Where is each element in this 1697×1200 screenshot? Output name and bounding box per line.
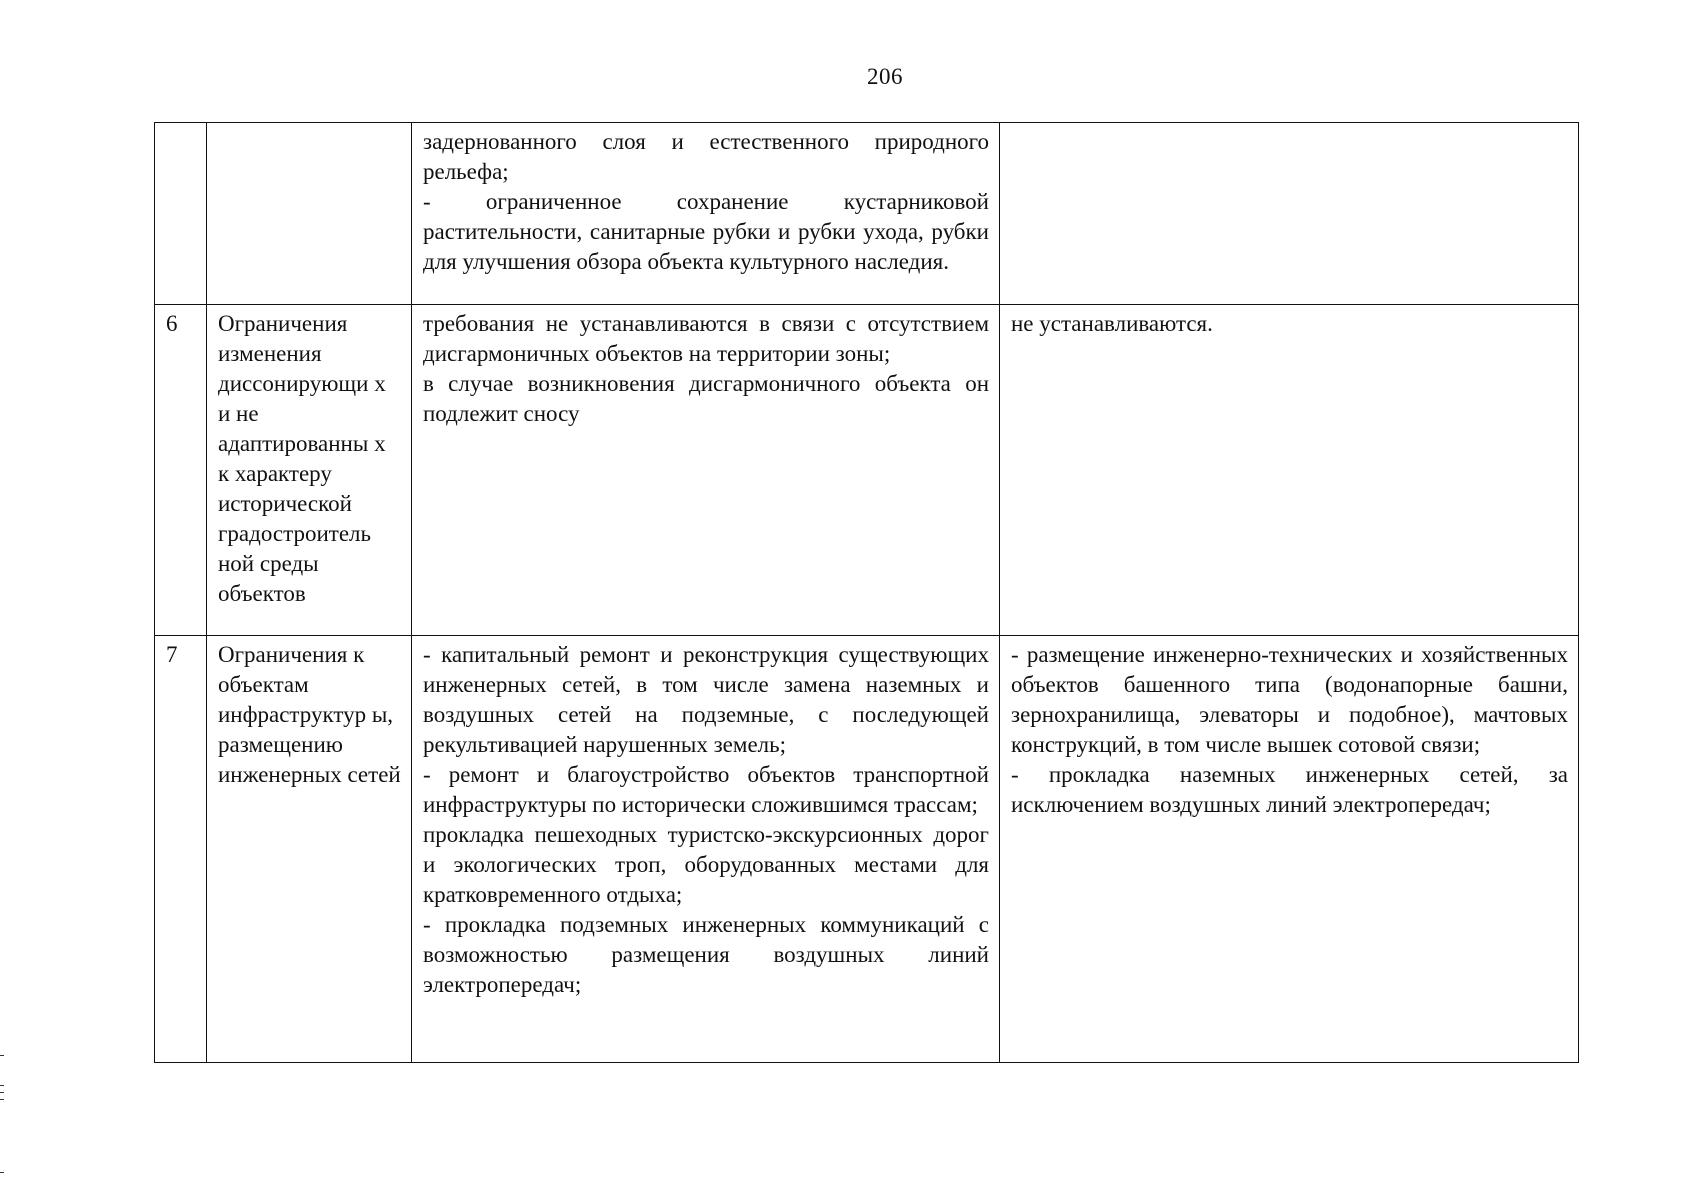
requirement-item: - ремонт и благоустройство объектов транспортной инфраструктуры по исторически сложившимся трассам; xyxy=(423,762,989,817)
prohibition-item: - размещение инженерно-технических и хозяйственных объектов башенного типа (водонапорные башни, зернохранилища, элеваторы и подобное), мачтовых конструкций, в том числе вышек сотовой связи; xyxy=(1011,642,1568,757)
requirement-item: требования не устанавливаются в связи с отсутствием дисгармоничных объектов на территории зоны; xyxy=(423,311,989,366)
requirement-item: задернованного слоя и естественного природного рельефа; xyxy=(423,129,989,184)
prohibition-item: не устанавливаются. xyxy=(1011,311,1213,336)
requirements-cell xyxy=(412,636,1000,1063)
requirement-item: - капитальный ремонт и реконструкция существующих инженерных сетей, в том числе замена наземных и воздушных сетей на подземные, с последующей рекультивацией нарушенных земель; xyxy=(423,642,989,757)
scan-edge-mark xyxy=(0,1172,4,1173)
page-number: 206 xyxy=(867,64,903,89)
prohibitions-cell xyxy=(1000,305,1579,636)
requirement-item: - прокладка подземных инженерных коммуникаций с возможностью размещения воздушных линий электропередач; xyxy=(423,912,989,997)
prohibitions-cell xyxy=(1000,636,1579,1063)
table-row xyxy=(155,305,1579,636)
requirements-cell xyxy=(412,305,1000,636)
row-number: 7 xyxy=(155,636,207,1063)
scan-edge-mark xyxy=(0,1092,4,1093)
requirements-cell xyxy=(412,123,1000,305)
scan-edge-mark xyxy=(0,1099,4,1100)
row-number xyxy=(155,123,207,305)
prohibition-item: - прокладка наземных инженерных сетей, за исключением воздушных линий электропередач; xyxy=(1011,762,1568,817)
row-title: Ограничения изменения диссонирующи х и не адаптированны х к характеру исторической градостроитель ной среды объектов xyxy=(207,305,412,636)
row-title: Ограничения к объектам инфраструктур ы, размещению инженерных сетей xyxy=(207,636,412,1063)
restrictions-table xyxy=(154,122,1579,1063)
table-row xyxy=(155,636,1579,1063)
table-row xyxy=(155,123,1579,305)
scan-edge-mark xyxy=(0,1085,4,1086)
requirement-item: в случае возникновения дисгармоничного объекта он подлежит сносу xyxy=(423,371,989,426)
prohibitions-cell xyxy=(1000,123,1579,305)
row-number: 6 xyxy=(155,305,207,636)
requirement-item: - ограниченное сохранение кустарниковой растительности, санитарные рубки и рубки ухода, рубки для улучшения обзора объекта культурного наследия. xyxy=(423,189,989,274)
scan-edge-mark xyxy=(0,1055,4,1056)
requirement-item: прокладка пешеходных туристско-экскурсионных дорог и экологических троп, оборудованных местами для кратковременного отдыха; xyxy=(423,822,989,907)
row-title xyxy=(207,123,412,305)
